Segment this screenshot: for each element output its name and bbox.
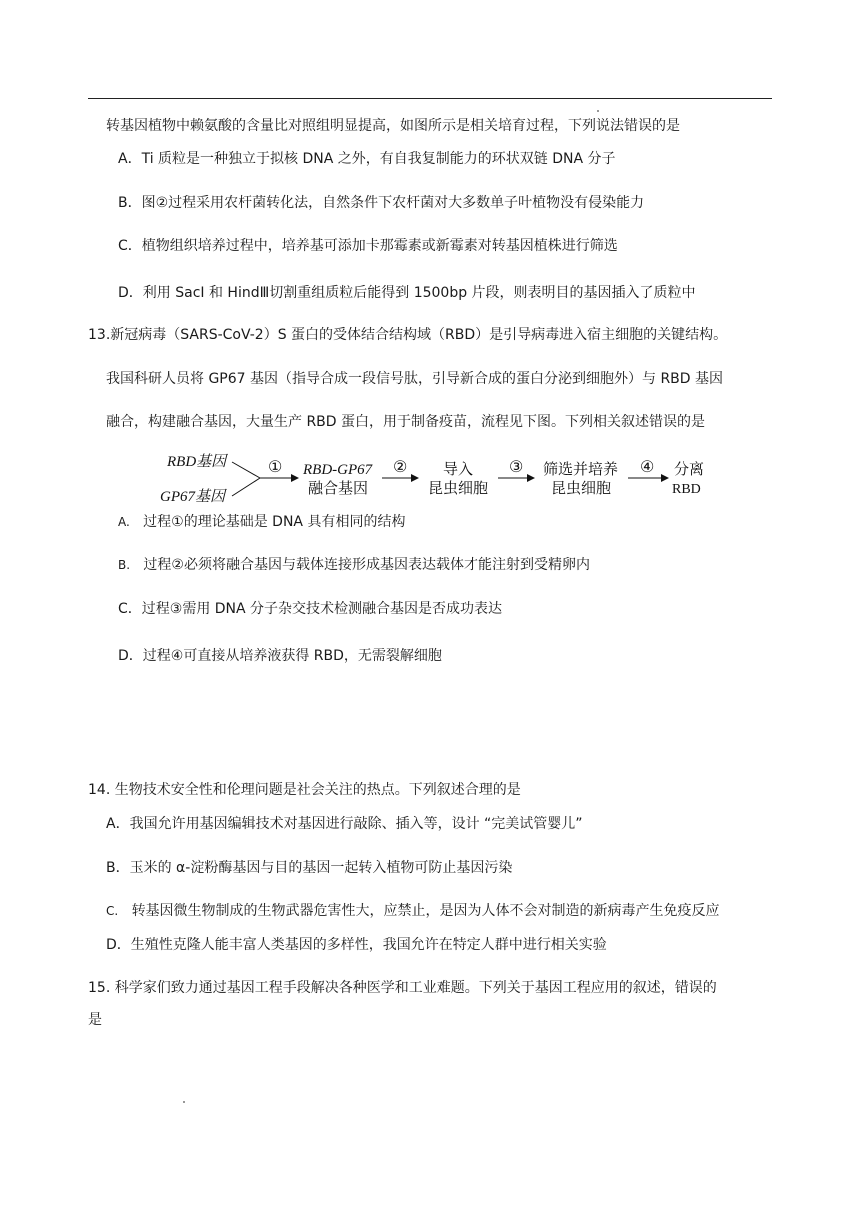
q14-stem: 14. 生物技术安全性和伦理问题是社会关注的热点。下列叙述合理的是 [88,782,521,798]
q15-stem-line-1: 15. 科学家们致力通过基因工程手段解决各种医学和工业难题。下列关于基因工程应用的叙述，错误的 [88,980,717,996]
import-label-line-1: 导入 [443,462,474,478]
fusion-gene-label-line-1: RBD-GP67 [303,462,373,478]
option-letter: A. [118,515,130,529]
q15-stem-line-2: 是 [88,1012,102,1028]
screen-label-line-1: 筛选并培养 [543,462,619,478]
header-rule [88,98,772,99]
step-marker-1: ① [268,459,283,476]
q13-stem-line-1: 13.新冠病毒（SARS-CoV-2）S 蛋白的受体结合结构域（RBD）是引导病毒进入宿主细胞的关键结构。 [88,327,728,343]
q14-option-b [106,858,512,878]
option-letter: B. [118,558,131,572]
q13-option-b [118,555,590,575]
speck-mark [183,1101,185,1103]
speck-mark [597,110,599,112]
q13-stem-line-2: 我国科研人员将 GP67 基因（指导合成一段信号肽，引导新合成的蛋白分泌到细胞外）与 RBD 基因 [106,371,724,387]
q12-option-c: C．植物组织培养过程中，培养基可添加卡那霉素或新霉素对转基因植株进行筛选 [118,238,618,254]
merge-line-bottom [232,478,260,496]
q12-option-a: A．Ti 质粒是一种独立于拟核 DNA 之外，有自我复制能力的环状双链 DNA 分子 [118,151,616,167]
q13-option-a [118,512,405,532]
q13-stem-line-3: 融合，构建融合基因，大量生产 RBD 蛋白，用于制备疫苗，流程见下图。下列相关叙述错误的是 [106,414,706,430]
q14-option-a [106,814,583,834]
option-text: 过程②必须将融合基因与载体连接形成基因表达载体才能注射到受精卵内 [143,557,590,573]
option-letter: C. [106,904,119,918]
q13-option-d [118,646,442,666]
option-text: B．玉米的 α-淀粉酶基因与目的基因一起转入植物可防止基因污染 [106,860,513,876]
q14-option-d [106,935,607,955]
option-text: A．我国允许用基因编辑技术对基因进行敲除、插入等，设计 “完美试管婴儿” [106,816,583,832]
merge-line-top [232,462,260,478]
q12-option-d: D．利用 SacI 和 HindⅢ切割重组质粒后能得到 1500bp 片段，则表明目的基因插入了质粒中 [118,285,696,301]
option-text: D．生殖性克隆人能丰富人类基因的多样性，我国允许在特定人群中进行相关实验 [106,937,607,953]
separate-label-line-1: 分离 [674,462,705,478]
q12-option-b: B．图②过程采用农杆菌转化法，自然条件下农杆菌对大多数单子叶植物没有侵染能力 [118,195,645,211]
step-marker-3: ③ [509,459,524,476]
q14-option-c [106,901,720,921]
gene-label-gp67: GP67基因 [160,489,225,505]
option-text: C．过程③需用 DNA 分子杂交技术检测融合基因是否成功表达 [118,601,503,617]
gene-label-rbd: RBD基因 [167,454,227,470]
q12-stem: 转基因植物中赖氨酸的含量比对照组明显提高，如图所示是相关培育过程，下列说法错误的是 [106,118,680,134]
q13-option-c [118,599,502,619]
import-label-line-2: 昆虫细胞 [428,481,489,497]
option-text: 过程①的理论基础是 DNA 具有相同的结构 [143,514,406,530]
option-text: 转基因微生物制成的生物武器危害性大，应禁止，是因为人体不会对制造的新病毒产生免疫反应 [131,903,720,919]
fusion-gene-label-line-2: 融合基因 [308,481,369,497]
screen-label-line-2: 昆虫细胞 [551,481,612,497]
separate-label-line-2: RBD [672,482,701,497]
step-marker-4: ④ [640,459,655,476]
flow-diagram [150,448,720,508]
option-text: D．过程④可直接从培养液获得 RBD，无需裂解细胞 [118,648,442,664]
step-marker-2: ② [393,459,408,476]
